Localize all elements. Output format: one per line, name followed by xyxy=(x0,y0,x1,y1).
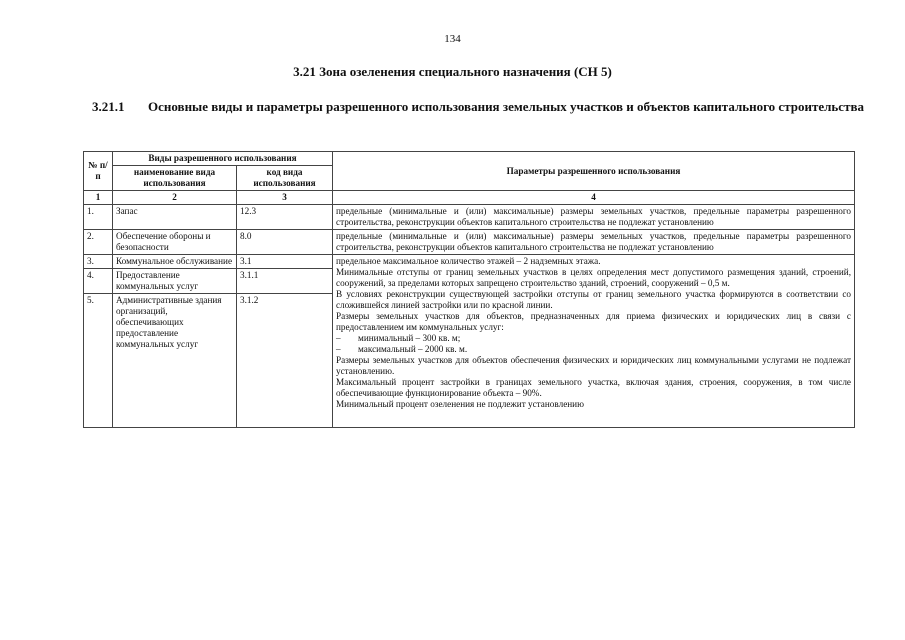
zone-title: 3.21 Зона озеленения специального назначения (СН 5) xyxy=(293,64,612,79)
row-name: Коммунальное обслуживание xyxy=(113,255,237,269)
min-size-text: минимальный – 300 кв. м; xyxy=(358,333,461,343)
row-params: предельные (минимальные и (или) максимальные) размеры земельных участков, предельные параметры разрешенного строительства, реконструкции объектов капитального строительства не подлежат установлению xyxy=(333,205,855,230)
row-name: Обеспечение обороны и безопасности xyxy=(113,230,237,255)
index-row xyxy=(84,191,855,205)
row-num: 1. xyxy=(84,205,113,230)
header-params: Параметры разрешенного использования xyxy=(333,152,855,191)
row-code: 8.0 xyxy=(237,230,333,255)
header-num: № п/п xyxy=(84,152,113,191)
max-size-text: максимальный – 2000 кв. м. xyxy=(358,344,468,354)
params-max-coverage: Максимальный процент застройки в границах земельного участка, включая здания, строения, сооружения, в том числе обеспечивающие функционирование объекта – 90%. xyxy=(336,377,851,398)
header-name: наименование вида использования xyxy=(113,166,237,191)
params-table xyxy=(83,151,855,428)
params-plot-sizes: Размеры земельных участков для объектов, предназначенных для приема физических и юридических лиц в связи с предоставлением им коммунальных услуг: xyxy=(336,311,851,332)
params-min-size xyxy=(336,333,851,344)
row-num: 4. xyxy=(84,269,113,294)
row-code: 3.1.2 xyxy=(237,294,333,428)
row-name: Запас xyxy=(113,205,237,230)
dash-marker: – xyxy=(336,333,341,343)
section-title: Основные виды и параметры разрешенного использования земельных участков и объектов капитального строительства xyxy=(148,99,864,114)
header-code: код вида использования xyxy=(237,166,333,191)
dash-marker: – xyxy=(336,344,341,354)
row-name: Административные здания организаций, обеспечивающих предоставление коммунальных услуг xyxy=(113,294,237,428)
params-min-greening: Минимальный процент озеленения не подлежит установлению xyxy=(336,399,584,409)
params-service-plots: Размеры земельных участков для объектов обеспечения физических и юридических лиц коммунальными услугами не подлежат установлению. xyxy=(336,355,851,376)
row-name: Предоставление коммунальных услуг xyxy=(113,269,237,294)
row-code: 3.1 xyxy=(237,255,333,269)
row-code: 12.3 xyxy=(237,205,333,230)
row-num: 2. xyxy=(84,230,113,255)
params-max-size xyxy=(336,344,851,355)
index-cell: 4 xyxy=(333,191,855,205)
header-row-1 xyxy=(84,152,855,166)
row-num: 3. xyxy=(84,255,113,269)
row-code: 3.1.1 xyxy=(237,269,333,294)
page-number: 134 xyxy=(444,33,461,45)
index-cell: 2 xyxy=(113,191,237,205)
row-params: предельные (минимальные и (или) максимальные) размеры земельных участков, предельные параметры разрешенного строительства, реконструкции объектов капитального строительства не подлежат установлению xyxy=(333,230,855,255)
table-row xyxy=(84,230,855,255)
params-setbacks: Минимальные отступы от границ земельных участков в целях определения мест допустимого размещения зданий, строений, сооружений, за пределами которых запрещено строительство зданий, строений, сооружений – 0,5 м. xyxy=(336,267,851,288)
index-cell: 3 xyxy=(237,191,333,205)
header-types-group: Виды разрешенного использования xyxy=(113,152,333,166)
params-reconstruction: В условиях реконструкции существующей застройки отступы от границ земельного участка формируются в соответствии со сложившейся линией застройки или по красной линии. xyxy=(336,289,851,310)
table-row xyxy=(84,255,855,269)
section-number: 3.21.1 xyxy=(92,99,125,114)
row-num: 5. xyxy=(84,294,113,428)
table-row xyxy=(84,205,855,230)
index-cell: 1 xyxy=(84,191,113,205)
params-max-floors: предельное максимальное количество этажей – 2 надземных этажа. xyxy=(336,256,601,266)
merged-params-cell xyxy=(333,255,855,428)
